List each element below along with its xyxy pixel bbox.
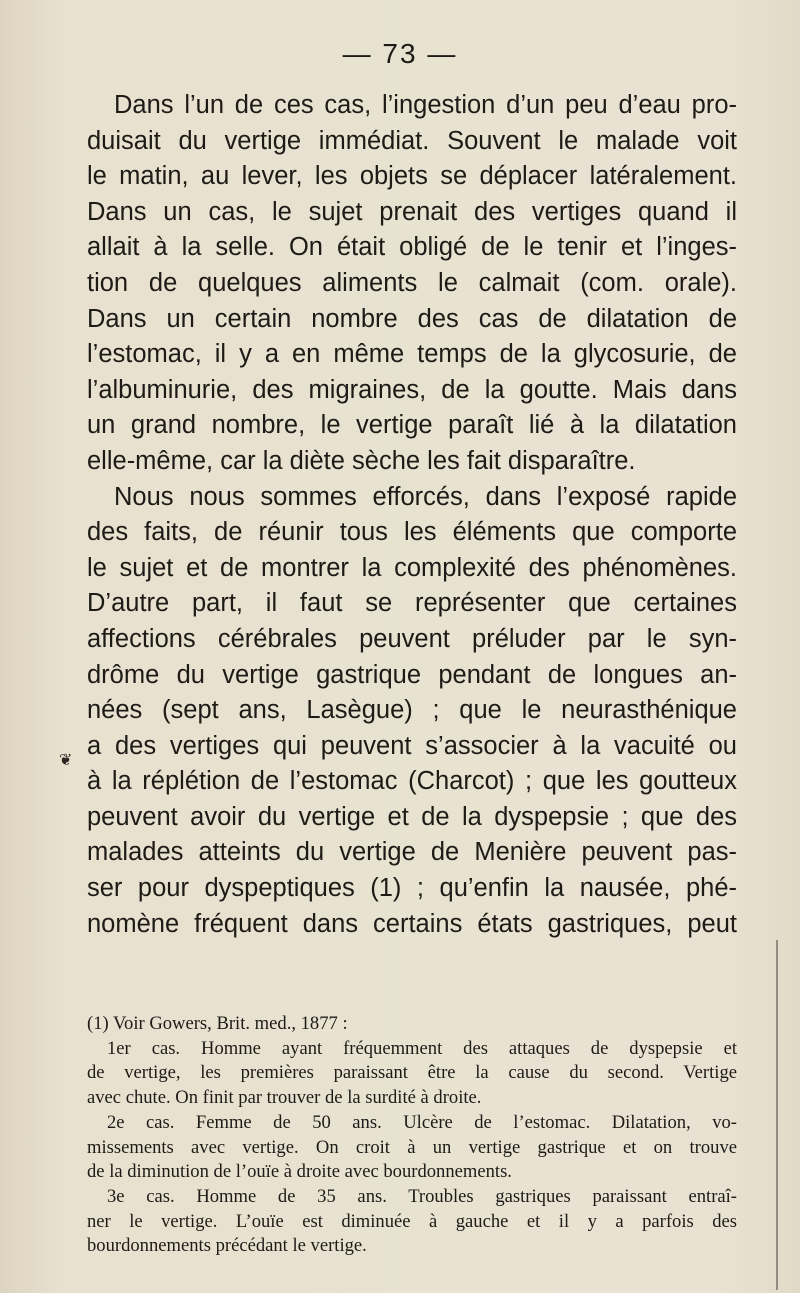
text-line: a des vertiges qui peuvent s’associer à la vacuité ou <box>87 731 737 760</box>
text-line: un grand nombre, le vertige paraît lié à la dilatation <box>87 411 737 440</box>
text-line: nomène fréquent dans certains états gastriques, peut <box>87 909 737 938</box>
text-line: Dans un certain nombre des cas de dilatation de <box>87 304 737 333</box>
text-line: l’albuminurie, des migraines, de la goutte. Mais dans <box>87 375 737 404</box>
footnote-line: 3e cas. Homme de 35 ans. Troubles gastriques paraissant entraî- <box>107 1185 737 1207</box>
text-line: peuvent avoir du vertige et de la dyspepsie ; que des <box>87 802 737 831</box>
text-line: Nous nous sommes efforcés, dans l’exposé rapide <box>114 482 737 511</box>
footnote-line: missements avec vertige. On croit à un vertige gastrique et on trouve <box>87 1136 737 1158</box>
text-line: allait à la selle. On était obligé de le tenir et l’inges- <box>87 233 737 262</box>
footnote-line: de vertige, les premières paraissant être la cause du second. Vertige <box>87 1062 737 1084</box>
text-line: des faits, de réunir tous les éléments que comporte <box>87 518 737 547</box>
text-line: Dans l’un de ces cas, l’ingestion d’un peu d’eau pro- <box>114 91 737 119</box>
footnote-line: de la diminution de l’ouïe à droite avec bourdonnements. <box>87 1161 512 1183</box>
text-line: à la réplétion de l’estomac (Charcot) ; que les goutteux <box>87 767 737 796</box>
margin-mark-icon: ❦ <box>59 750 73 769</box>
text-line: duisait du vertige immédiat. Souvent le malade voit <box>87 126 737 155</box>
text-line: Dans un cas, le sujet prenait des vertiges quand il <box>87 197 737 226</box>
page-number: — 73 — <box>342 38 458 69</box>
text-line: affections cérébrales peuvent préluder par le syn- <box>87 624 737 653</box>
text-line: malades atteints du vertige de Menière peuvent pas- <box>87 838 737 867</box>
main-text <box>87 88 737 942</box>
text-line: tion de quelques aliments le calmait (com. orale). <box>87 268 737 297</box>
page-edge-shadow <box>776 940 778 1290</box>
footnotes <box>87 1012 737 1259</box>
text-line: drôme du vertige gastrique pendant de longues an- <box>87 660 737 689</box>
text-line: le sujet et de montrer la complexité des phénomènes. <box>87 553 737 582</box>
text-line: D’autre part, il faut se représenter que certaines <box>87 589 737 618</box>
footnote-line: 1er cas. Homme ayant fréquemment des attaques de dyspepsie et <box>107 1037 737 1059</box>
footnote-line: (1) Voir Gowers, Brit. med., 1877 : <box>87 1013 348 1034</box>
footnote-line: ner le vertige. L’ouïe est diminuée à gauche et il y a parfois des <box>87 1210 737 1232</box>
text-line: ser pour dyspeptiques (1) ; qu’enfin la nausée, phé- <box>87 874 737 903</box>
footnote-line: avec chute. On finit par trouver de la surdité à droite. <box>87 1087 482 1109</box>
footnote-line: bourdonnements précédant le vertige. <box>87 1235 367 1257</box>
text-line: le matin, au lever, les objets se déplacer latéralement. <box>87 162 737 191</box>
text-line: nées (sept ans, Lasègue) ; que le neurasthénique <box>87 696 737 725</box>
text-line: l’estomac, il y a en même temps de la glycosurie, de <box>87 340 737 369</box>
footnote-line: 2e cas. Femme de 50 ans. Ulcère de l’estomac. Dilatation, vo- <box>107 1111 737 1133</box>
text-line: elle-même, car la diète sèche les fait disparaître. <box>87 446 636 475</box>
